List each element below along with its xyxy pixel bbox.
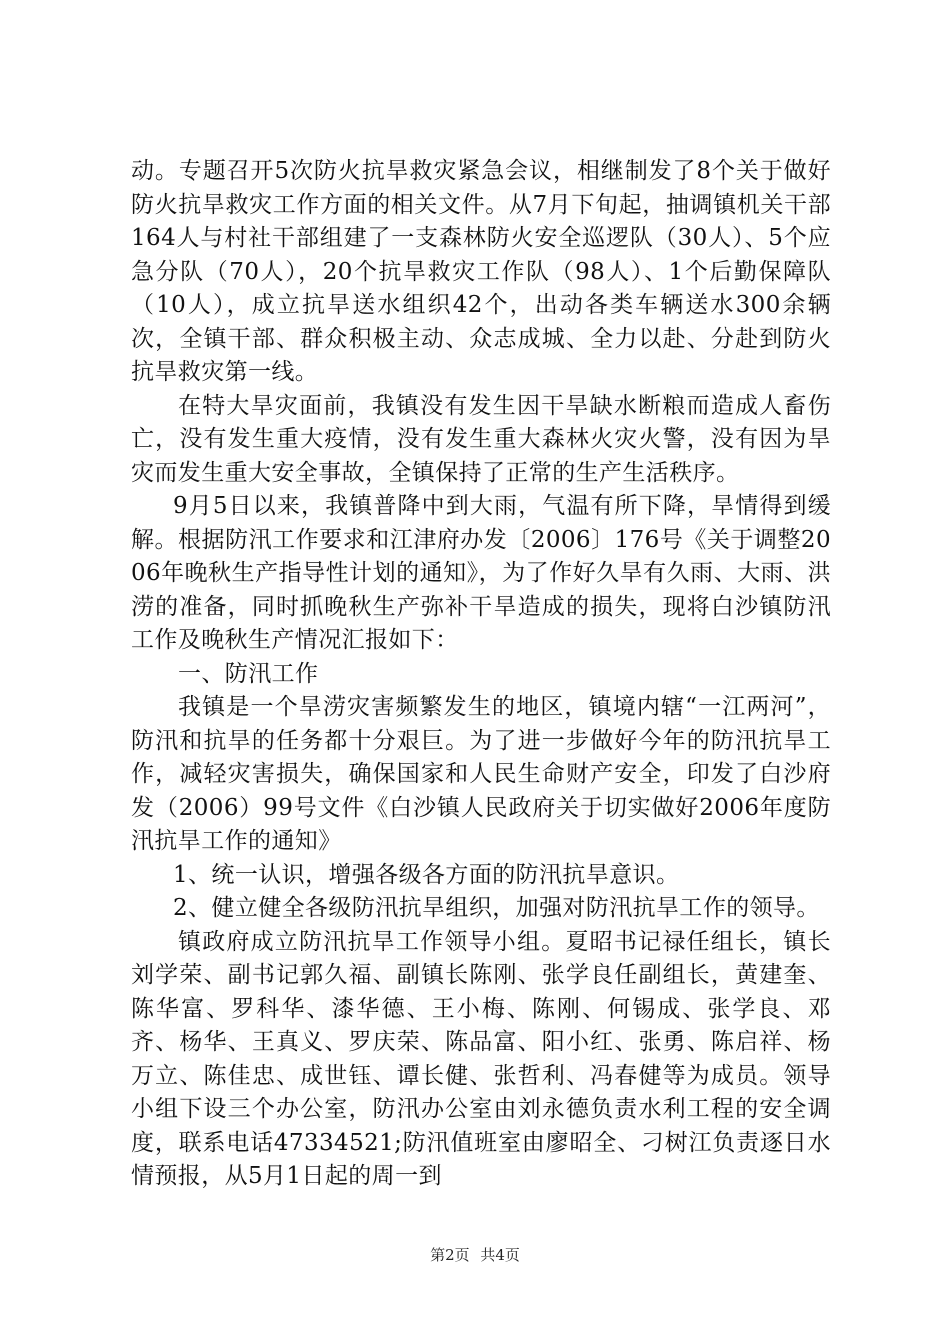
page-number: 第2页 <box>430 1246 470 1264</box>
paragraph-rain-report: 9月5日以来，我镇普降中到大雨，气温有所下降，旱情得到缓解。根据防汛工作要求和江津府办发〔2006〕176号《关于调整2006年晚秋生产指导性计划的通知》，为了作好久旱有久雨、大雨、洪涝的准备，同时抓晚秋生产弥补干旱造成的损失，现将白沙镇防汛工作及晚秋生产情况汇报如下： <box>131 493 831 653</box>
list-item-awareness: 1、统一认识，增强各级各方面的防汛抗旱意识。 <box>173 861 680 888</box>
paragraph-drought-results: 在特大旱灾面前，我镇没有发生因干旱缺水断粮而造成人畜伤亡，没有发生重大疫情，没有发生重大森林火灾火警，没有因为旱灾而发生重大安全事故，全镇保持了正常的生产生活秩序。 <box>131 392 831 486</box>
page-total: 共4页 <box>480 1246 520 1264</box>
page-footer <box>0 1244 950 1265</box>
paragraph-leadership-group: 镇政府成立防汛抗旱工作领导小组。夏昭书记禄任组长，镇长刘学荣、副书记郭久福、副镇长陈刚、张学良任副组长，黄建奎、陈华富、罗科华、漆华德、王小梅、陈刚、何锡成、张学良、邓齐、杨华、王真义、罗庆荣、陈品富、阳小红、张勇、陈启祥、杨万立、陈佳忠、成世钰、谭长健、张哲利、冯春健等为成员。领导小组下设三个办公室，防汛办公室由刘永德负责水利工程的安全调度，联系电话47334521;防汛值班室由廖昭全、刁树江负责逐日水情预报，从5月1日起的周一到 <box>131 928 831 1189</box>
paragraph-measures: 动。专题召开5次防火抗旱救灾紧急会议，相继制发了8个关于做好防火抗旱救灾工作方面的相关文件。从7月下旬起，抽调镇机关干部164人与村社干部组建了一支森林防火安全巡逻队（30人）、5个应急分队（70人），20个抗旱救灾工作队（98人）、1个后勤保障队（10人），成立抗旱送水组织42个，出动各类车辆送水300余辆次，全镇干部、群众积极主动、众志成城、全力以赴、分赴到防火抗旱救灾第一线。 <box>131 158 831 385</box>
list-item-organization: 2、健立健全各级防汛抗旱组织，加强对防汛抗旱工作的领导。 <box>173 895 820 921</box>
document-body <box>131 155 831 1194</box>
paragraph-flood-intro: 我镇是一个旱涝灾害频繁发生的地区，镇境内辖“一江两河”，防汛和抗旱的任务都十分艰巨。为了进一步做好今年的防汛抗旱工作，减轻灾害损失，确保国家和人民生命财产安全，印发了白沙府发（2006）99号文件《白沙镇人民政府关于切实做好2006年度防汛抗旱工作的通知》 <box>131 694 831 854</box>
section-heading-flood: 一、防汛工作 <box>178 660 319 687</box>
